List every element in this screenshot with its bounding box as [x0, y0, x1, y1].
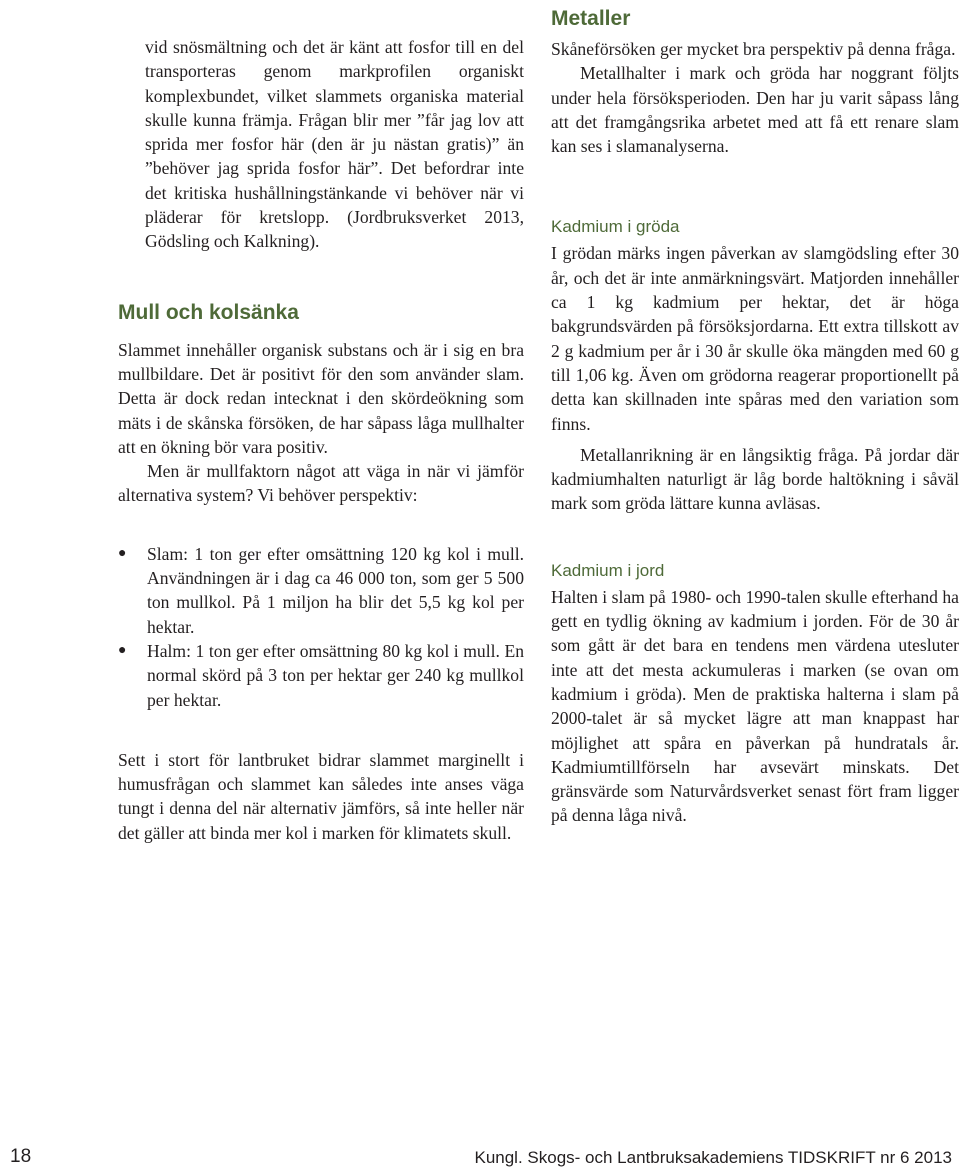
closing-paragraph: Sett i stort för lantbruket bidrar slammet marginellt i humusfrågan och slammet kan således inte anses väga tungt i denna del när alternativ jämförs, så inte heller när det gäller att binda mer kol i marken för klimatets skull. [118, 749, 524, 843]
intro-paragraph: vid snösmältning och det är känt att fosfor till en del transporteras genom markprofilen organiskt komplexbundet, vilket slammets organiska material skulle kunna främja. Frågan blir mer ”får jag lov att sprida mer fosfor här (den är ju nästan gratis)” än ”behöver jag sprida fosfor här”. Det befordrar inte det kritiska hushållningstänkande vi behöver när vi pläderar för kretslopp. (Jordbruksverket 2013, Gödsling och Kalkning). [145, 37, 524, 252]
section-heading-mull-och-kolsanka: Mull och kolsänka [118, 300, 299, 324]
metaller-paragraph-1: Skåneförsöken ger mycket bra perspektiv på denna fråga. [551, 39, 956, 59]
bullet-text: Slam: 1 ton ger efter omsättning 120 kg kol i mull. Användningen är i dag ca 46 000 ton, som ger 5 500 ton mullkol. På 1 miljon ha blir det 5,5 kg kol per hektar. [147, 543, 524, 637]
groda-paragraph-2: Metallanrikning är en långsiktig fråga. På jordar där kadmiumhalten naturligt är låg borde haltökning i såväl mark som gröda lättare kunna avläsas. [551, 444, 959, 514]
jord-paragraph: Halten i slam på 1980- och 1990-talen skulle efterhand ha gett en tydlig ökning av kadmium i jorden. För de 30 år som gått är det bara en tendens men värdena utesluter inte att det mesta ackumuleras i marken (se ovan om kadmium i gröda). Men de praktiska halterna i slam på 2000-talet är så mycket lägre att man knappast har möjlighet att spåra en påverkan på hundratals år. Kadmiumtillförseln har avsevärt minskats. Det gränsvärde som Naturvårdsverket senast fört fram ligger på denna låga nivå. [551, 586, 959, 826]
page-footer [0, 1140, 960, 1172]
publication-title: Kungl. Skogs- och Lantbruksakademiens TIDSKRIFT nr 6 2013 [474, 1148, 952, 1167]
subheading-kadmium-i-jord: Kadmium i jord [551, 560, 665, 580]
section-paragraph-1: Slammet innehåller organisk substans och är i sig en bra mullbildare. Det är positivt för den som använder slam. Detta är dock redan intecknat i den skördeökning som mäts i de skånska försöken, de har såpass låga mullhalter att en ökning bör vara positiv. [118, 339, 524, 457]
groda-paragraph-1: I grödan märks ingen påverkan av slamgödsling efter 30 år, och det är inte anmärkningsvärt. Matjorden innehåller ca 1 kg kadmium per hektar, det är höga bakgrundsvärden på försöksjordarna. Ett extra tillskott av 2 g kadmium per år i 30 år skulle öka mängden med 60 g till 1,06 kg. Även om grödorna reagerar proportionellt på detta kan skillnaden inte spåras med den variation som finns. [551, 243, 959, 434]
page-number: 18 [10, 1146, 32, 1167]
right-column [551, 0, 959, 828]
bullet-list [118, 542, 524, 712]
bullet-text: Halm: 1 ton ger efter omsättning 80 kg kol i mull. En normal skörd på 3 ton per hektar ger 240 kg mullkol per hektar. [147, 640, 524, 710]
metaller-paragraph-2: Metallhalter i mark och gröda har noggrant följts under hela försöksperioden. Den har ju varit såpass lång att det framgångsrika arbetet med att få ett renare slam kan ses i slamanalyserna. [551, 63, 959, 157]
bullet-item [118, 542, 524, 639]
bullet-icon: ● [118, 545, 127, 561]
left-column [118, 0, 524, 845]
bullet-icon: ● [118, 642, 127, 658]
subheading-kadmium-i-groda: Kadmium i gröda [551, 217, 680, 237]
bullet-item [118, 639, 524, 712]
section-paragraph-2: Men är mullfaktorn något att väga in när vi jämför alternativa system? Vi behöver perspektiv: [118, 461, 524, 506]
section-heading-metaller: Metaller [551, 7, 631, 30]
